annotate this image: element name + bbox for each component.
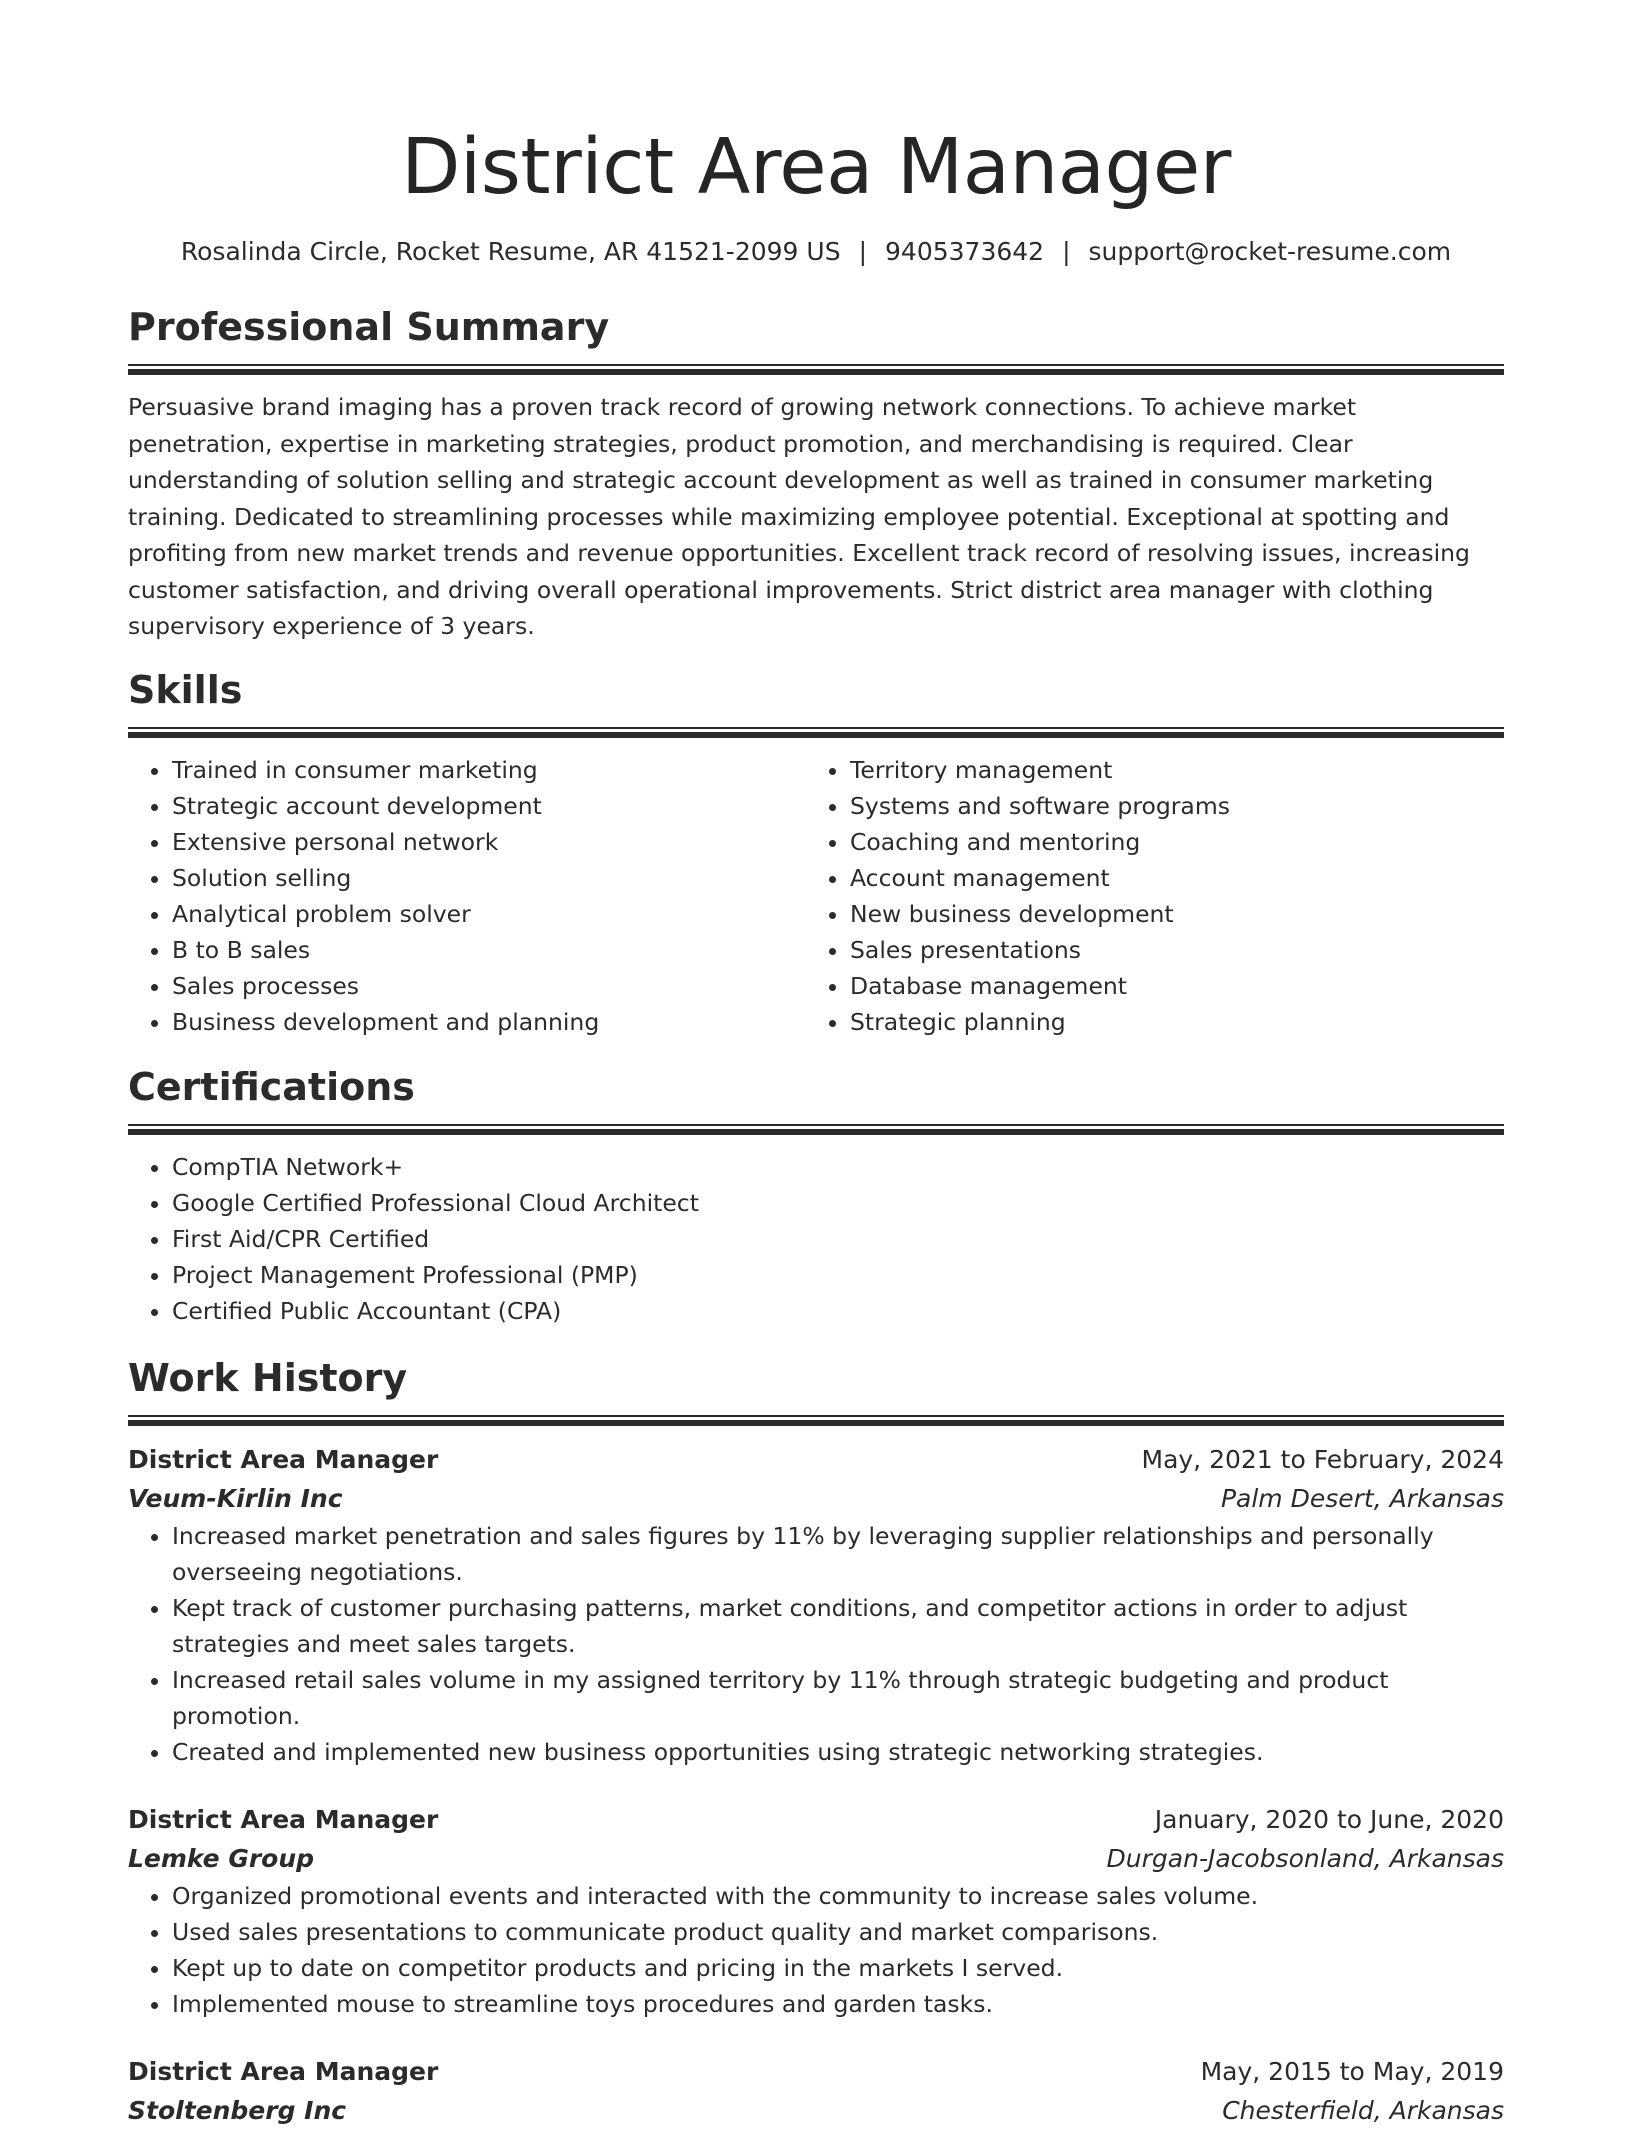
section-heading-skills: Skills <box>128 667 243 712</box>
job-location: Chesterfield, Arkansas <box>1222 2095 1504 2125</box>
certification-item: • First Aid/CPR Certified <box>172 1221 1504 1257</box>
job-entry <box>128 1440 1504 1770</box>
job-company-row <box>128 1839 1504 1878</box>
job-bullet: • Increased market penetration and sales figures by 11% by leveraging supplier relationships and personally overseeing negotiations. <box>172 1518 1504 1590</box>
certification-item: • Google Certified Professional Cloud Architect <box>172 1185 1504 1221</box>
job-title: District Area Manager <box>128 1804 439 1834</box>
skill-item: • Strategic planning <box>850 1004 1484 1040</box>
skills-grid <box>128 752 1504 1040</box>
job-bullet: • Used sales presentations to communicate product quality and market comparisons. <box>172 1914 1504 1950</box>
skill-item: • New business development <box>850 896 1484 932</box>
job-company: Lemke Group <box>128 1843 315 1873</box>
job-bullet: • Implemented mouse to streamline toys procedures and garden tasks. <box>172 1986 1504 2022</box>
job-company: Stoltenberg Inc <box>128 2095 347 2125</box>
job-dates: May, 2021 to February, 2024 <box>1141 1444 1504 1474</box>
skill-item: • Sales processes <box>172 968 806 1004</box>
section-divider <box>128 1124 1504 1135</box>
job-title: District Area Manager <box>128 2056 439 2086</box>
job-dates: May, 2015 to May, 2019 <box>1200 2056 1504 2086</box>
job-title: District Area Manager <box>128 1444 439 1474</box>
contact-separator: | <box>1062 237 1071 266</box>
job-entry <box>128 2052 1504 2130</box>
skill-item: • Trained in consumer marketing <box>172 752 806 788</box>
job-company-row <box>128 2091 1504 2130</box>
job-entry <box>128 1800 1504 2022</box>
job-header-row <box>128 2052 1504 2091</box>
section-heading-certifications: Certifications <box>128 1064 415 1109</box>
skill-item: • Solution selling <box>172 860 806 896</box>
job-bullet: • Created and implemented new business opportunities using strategic networking strategies. <box>172 1734 1504 1770</box>
certifications-section <box>128 1062 1504 1329</box>
skill-item: • Strategic account development <box>172 788 806 824</box>
contact-separator: | <box>858 237 868 266</box>
job-company: Veum-Kirlin Inc <box>128 1483 343 1513</box>
skill-item: • Coaching and mentoring <box>850 824 1484 860</box>
skill-item: • Analytical problem solver <box>172 896 806 932</box>
skill-item: • Extensive personal network <box>172 824 806 860</box>
job-header-row <box>128 1800 1504 1839</box>
job-bullets <box>128 1518 1504 1770</box>
job-header-row <box>128 1440 1504 1479</box>
contact-email: support@rocket-resume.com <box>1088 237 1452 266</box>
job-company-row <box>128 1479 1504 1518</box>
section-divider <box>128 364 1504 375</box>
skill-item: • B to B sales <box>172 932 806 968</box>
section-heading-work-history: Work History <box>128 1355 408 1400</box>
certification-item: • CompTIA Network+ <box>172 1149 1504 1185</box>
certifications-list <box>128 1149 1504 1329</box>
contact-phone: 9405373642 <box>885 237 1045 266</box>
job-location: Durgan-Jacobsonland, Arkansas <box>1106 1843 1504 1873</box>
skill-item: • Systems and software programs <box>850 788 1484 824</box>
certification-item: • Certified Public Accountant (CPA) <box>172 1293 1504 1329</box>
contact-address: Rosalinda Circle, Rocket Resume, AR 41521-2099 US <box>180 237 841 266</box>
skill-item: • Sales presentations <box>850 932 1484 968</box>
work-history-section <box>128 1353 1504 2130</box>
certification-item: • Project Management Professional (PMP) <box>172 1257 1504 1293</box>
job-bullet: • Kept up to date on competitor products and pricing in the markets I served. <box>172 1950 1504 1986</box>
resume-title: District Area Manager <box>401 123 1231 212</box>
section-divider <box>128 1415 1504 1426</box>
skill-item: • Database management <box>850 968 1484 1004</box>
job-dates: January, 2020 to June, 2020 <box>1154 1804 1504 1834</box>
section-heading-summary: Professional Summary <box>128 305 610 349</box>
skill-item: • Business development and planning <box>172 1004 806 1040</box>
contact-line <box>128 232 1504 272</box>
job-bullet: • Organized promotional events and interacted with the community to increase sales volume. <box>172 1878 1504 1914</box>
skills-list-right <box>806 752 1484 1040</box>
skill-item: • Territory management <box>850 752 1484 788</box>
job-location: Palm Desert, Arkansas <box>1220 1483 1504 1513</box>
skill-item: • Account management <box>850 860 1484 896</box>
summary-text: Persuasive brand imaging has a proven track record of growing network connections. To achieve market penetration, expertise in marketing strategies, product promotion, and merchandising is required. Clear understanding of solution selling and strategic account development as well as trained in consumer marketing training. Dedicated to streamlining processes while maximizing employee potential. Exceptional at spotting and profiting from new market trends and revenue opportunities. Excellent track record of resolving issues, increasing customer satisfaction, and driving overall operational improvements. Strict district area manager with clothing supervisory experience of 3 years. <box>128 393 1470 640</box>
job-bullets <box>128 1878 1504 2022</box>
summary-section <box>128 302 1504 645</box>
job-bullet: • Kept track of customer purchasing patterns, market conditions, and competitor actions in order to adjust strategies and meet sales targets. <box>172 1590 1504 1662</box>
job-bullet: • Increased retail sales volume in my assigned territory by 11% through strategic budgeting and product promotion. <box>172 1662 1504 1734</box>
skills-section <box>128 665 1504 1040</box>
skills-list-left <box>128 752 806 1040</box>
section-divider <box>128 727 1504 738</box>
